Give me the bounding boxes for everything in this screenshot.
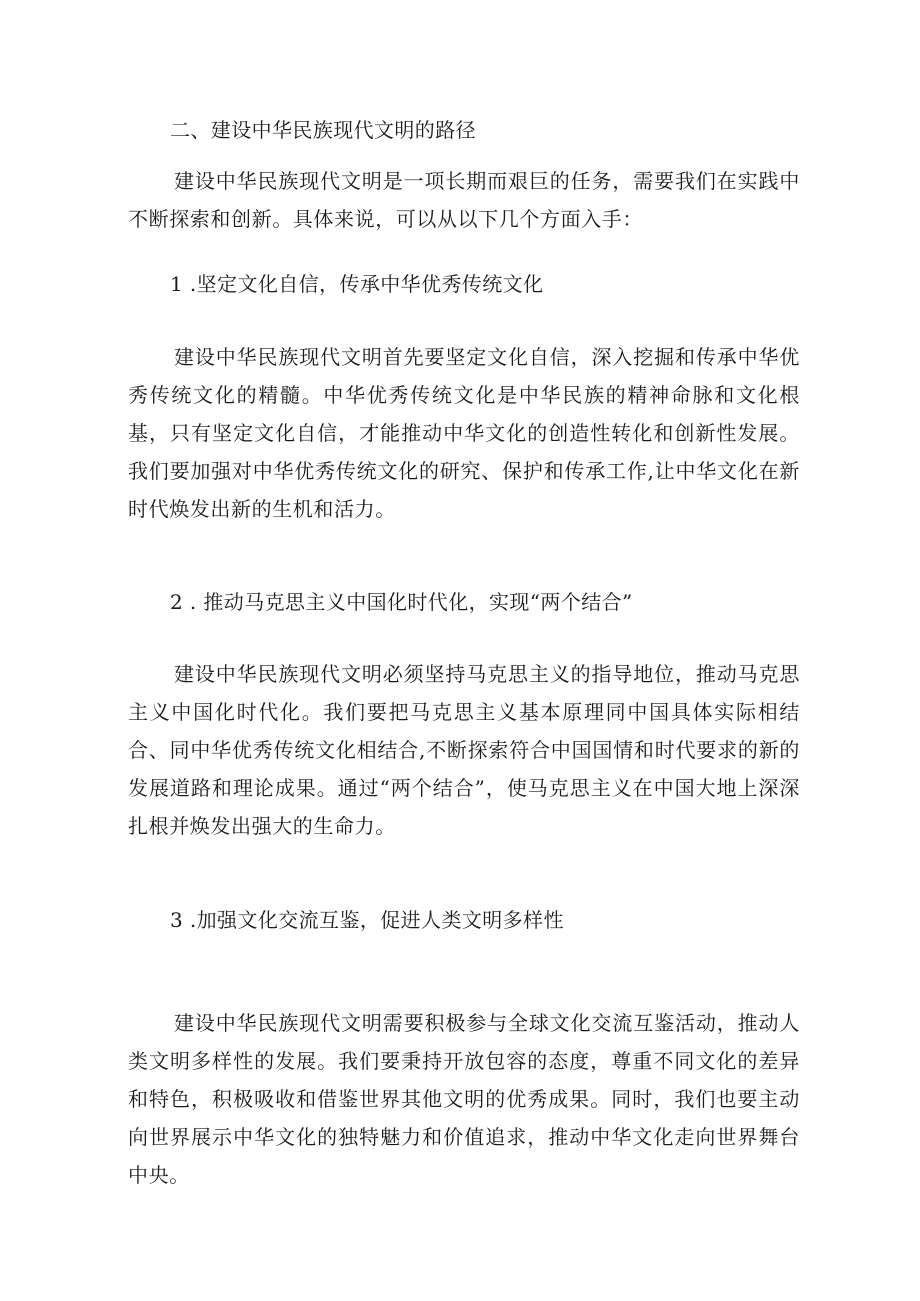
item-body-3: 建设中华民族现代文明需要积极参与全球文化交流互鉴活动，推动人类文明多样性的发展。我们要秉持开放包容的态度，尊重不同文化的差异和特色，积极吸收和借鉴世界其他文明的优秀成果。同时，我们也要主动向世界展示中华文化的独特魅力和价值追求，推动中华文化走向世界舞台中央。 <box>128 1011 800 1187</box>
item-heading-3: 3 .加强文化交流互鉴，促进人类文明多样性 <box>170 908 564 932</box>
section-heading: 二、建设中华民族现代文明的路径 <box>170 118 476 142</box>
intro-paragraph: 建设中华民族现代文明是一项长期而艰巨的任务，需要我们在实践中不断探索和创新。具体来说，可以从以下几个方面入手： <box>128 169 800 231</box>
item-heading-2: 2 . 推动马克思主义中国化时代化，实现“两个结合” <box>170 590 633 614</box>
item-body-1: 建设中华民族现代文明首先要坚定文化自信，深入挖掘和传承中华优秀传统文化的精髓。中华优秀传统文化是中华民族的精神命脉和文化根基，只有坚定文化自信，才能推动中华文化的创造性转化和创新性发展。我们要加强对中华优秀传统文化的研究、保护和传承工作,让中华文化在新时代焕发出新的生机和活力。 <box>128 345 800 521</box>
item-heading-1: 1 .坚定文化自信，传承中华优秀传统文化 <box>170 272 544 296</box>
item-body-2: 建设中华民族现代文明必须坚持马克思主义的指导地位，推动马克思主义中国化时代化。我们要把马克思主义基本原理同中国具体实际相结合、同中华优秀传统文化相结合,不断探索符合中国国情和时代要求的新的发展道路和理论成果。通过“两个结合”，使马克思主义在中国大地上深深扎根并焕发出强大的生命力。 <box>128 662 800 838</box>
